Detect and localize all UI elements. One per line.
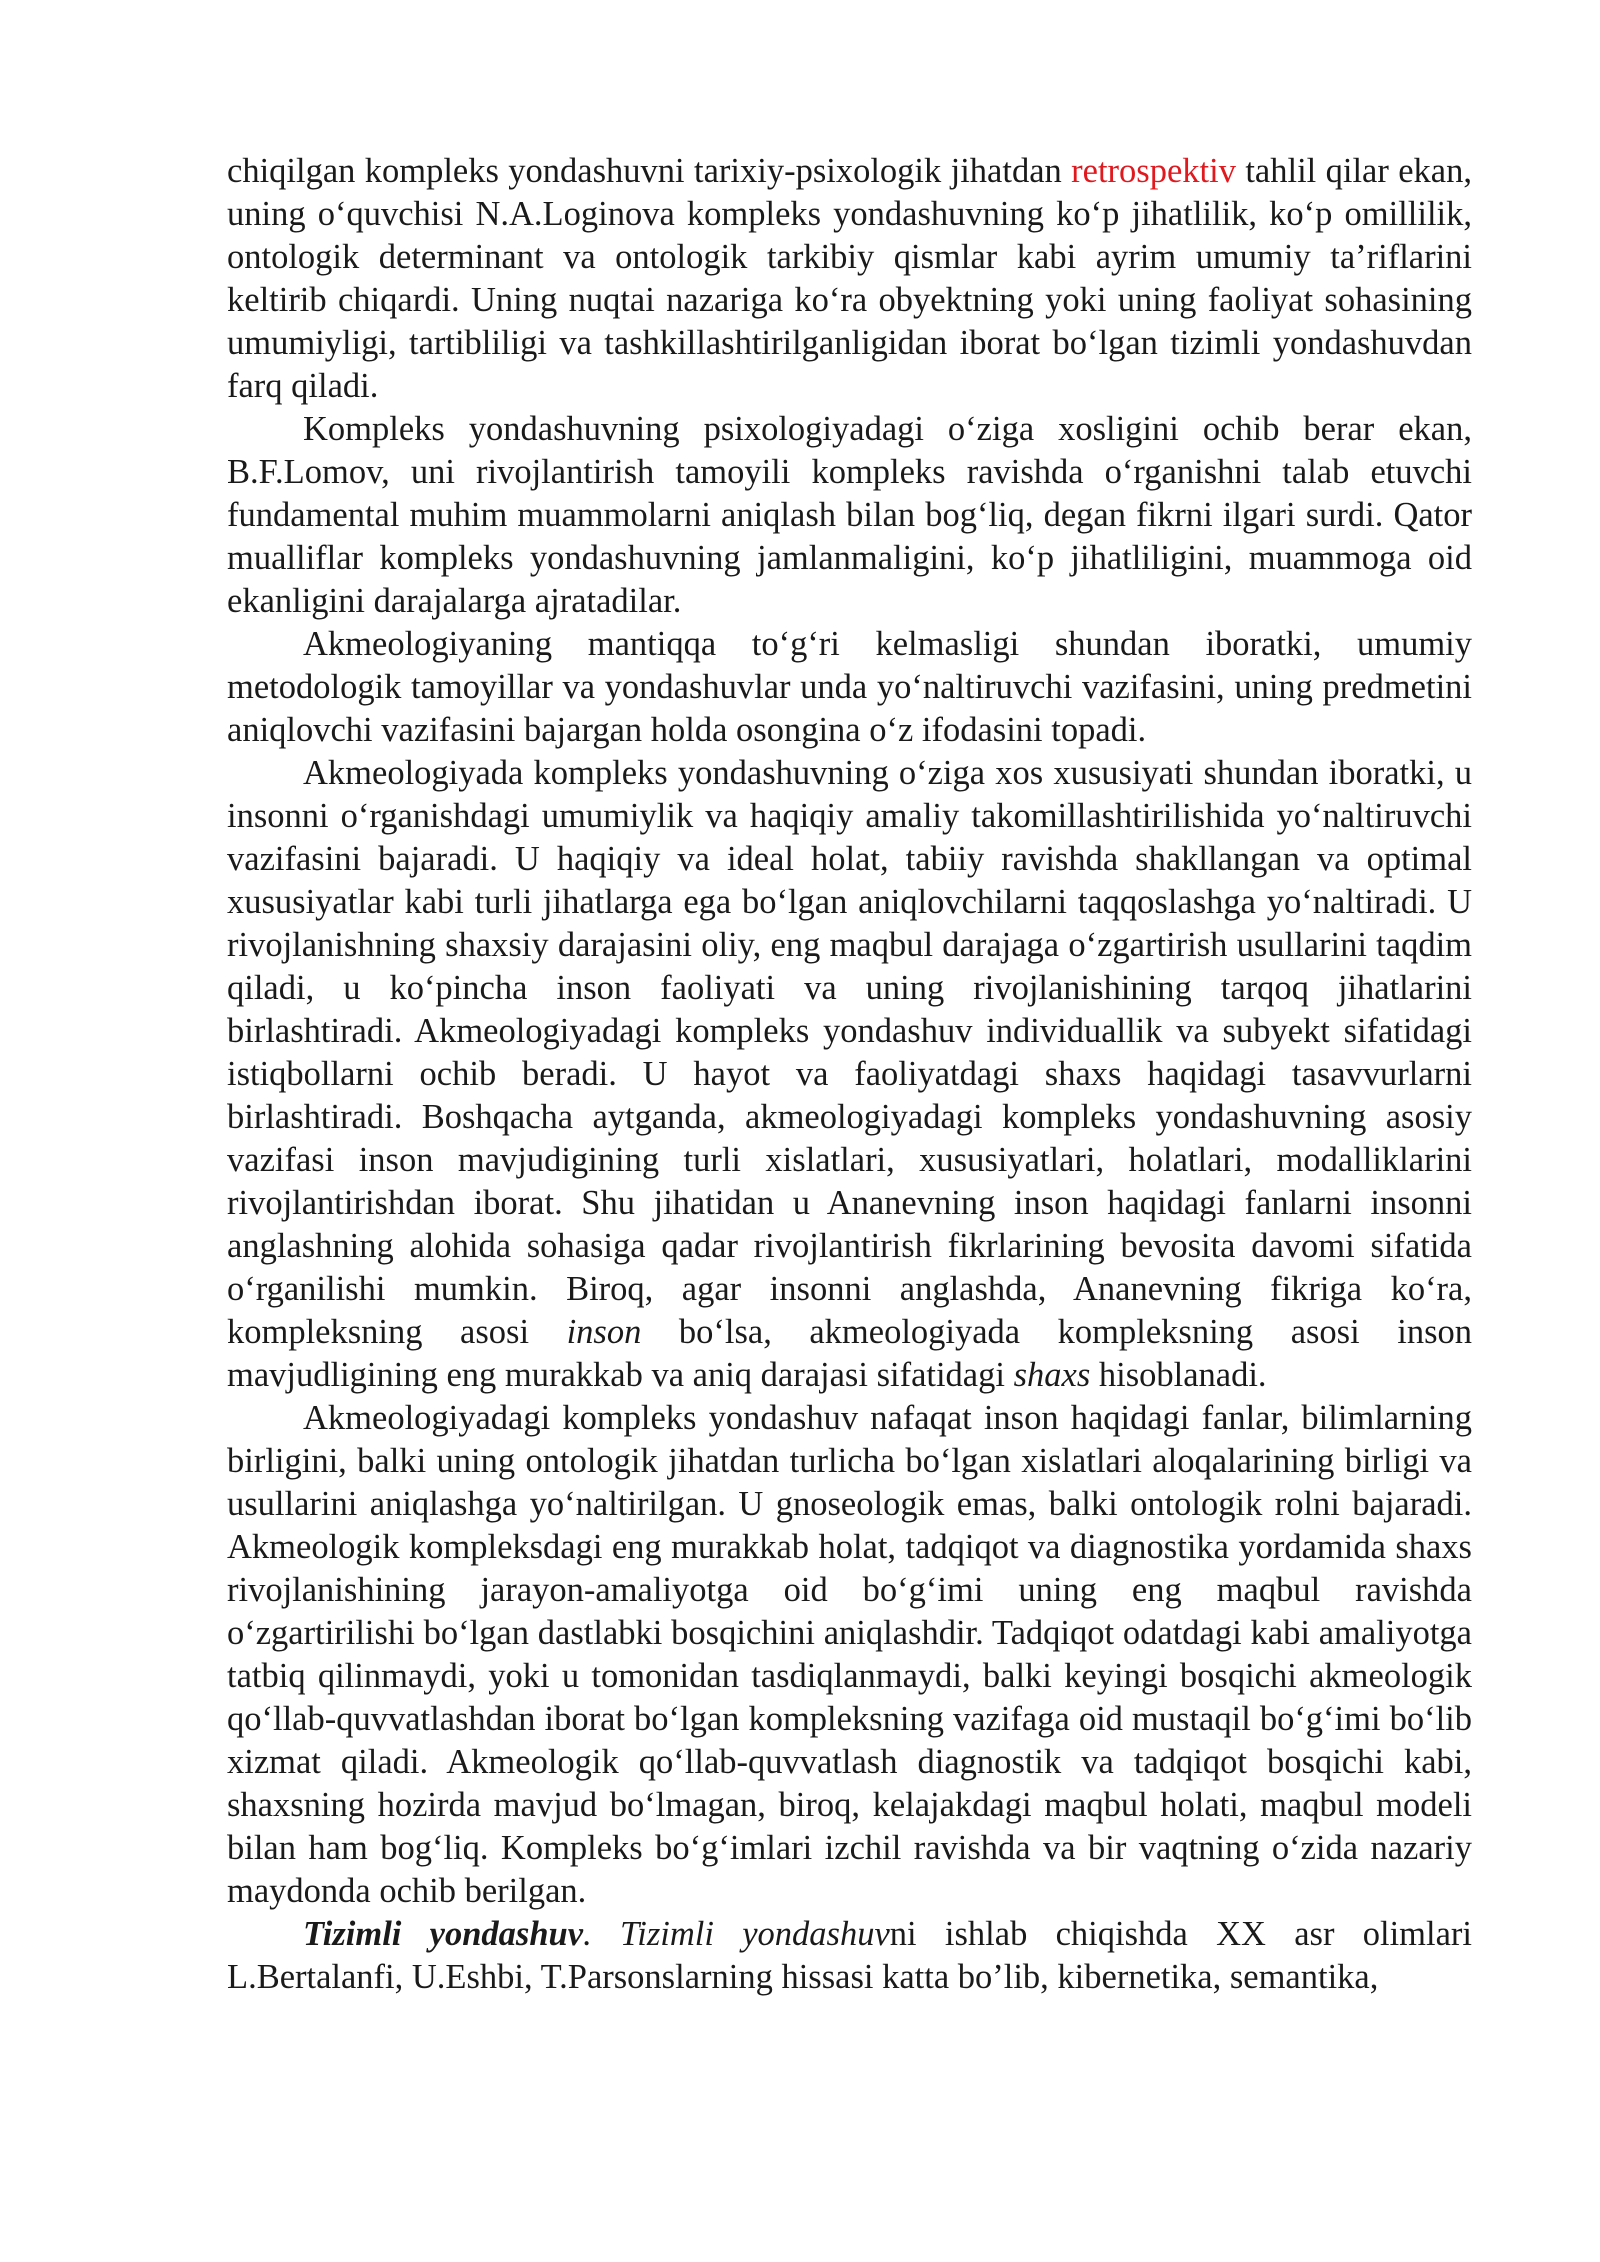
- paragraph-6: [227, 1913, 1472, 1999]
- text-segment: Kompleks yondashuvning psixologiyadagi o‘ziga xosligini ochib berar ekan, B.F.Lomov, uni rivojlantirish tamoyili kompleks ravishda o‘rganishni talab etuvchi fundamental muhim muammolarni aniqlash bilan bog‘liq, degan fikrni ilgari surdi. Qator mualliflar kompleks yondashuvning jamlanmaligini, ko‘p jihatliligini, muammoga oid ekanligini darajalarga ajratadilar.: [227, 410, 1472, 620]
- text-segment: ni ishlab chiqishda XX asr olimlari L.Bertalanfi, U.Eshbi, T.Parsonslarning hissasi katta bo’lib, kibernetika, semantika,: [227, 1915, 1472, 1996]
- paragraph-1: [227, 150, 1472, 408]
- text-segment: Akmeologiyaning mantiqqa to‘g‘ri kelmasligi shundan iboratki, umumiy metodologik tamoyillar va yondashuvlar unda yo‘naltiruvchi vazifasini, uning predmetini aniqlovchi vazifasini bajargan holda osongina o‘z ifodasini topadi.: [227, 625, 1472, 749]
- text-segment: hisoblanadi.: [1090, 1356, 1267, 1394]
- text-segment: bo‘lsa, akmeologiyada kompleksning asosi inson mavjudligining eng murakkab va aniq darajasi sifatidagi: [227, 1313, 1472, 1394]
- highlighted-term-retrospektiv: retrospektiv: [1071, 152, 1236, 190]
- italic-term-shaxs: shaxs: [1013, 1356, 1091, 1394]
- section-heading-tizimli-yondashuv: Tizimli yondashuv: [303, 1915, 584, 1953]
- text-segment: Akmeologiyada kompleks yondashuvning o‘ziga xos xususiyati shundan iboratki, u insonni o‘rganishdagi umumiylik va haqiqiy amaliy takomillashtirilishida yo‘naltiruvchi vazifasini bajaradi. U haqiqiy va ideal holat, tabiiy ravishda shakllangan va optimal xususiyatlar kabi turli jihatlarga ega bo‘lgan aniqlovchilarni taqqoslashga yo‘naltiradi. U rivojlanishning shaxsiy darajasini oliy, eng maqbul darajaga o‘zgartirish usullarini taqdim qiladi, u ko‘pincha inson faoliyati va uning rivojlanishining tarqoq jihatlarini birlashtiradi. Akmeologiyadagi kompleks yondashuv individuallik va subyekt sifatidagi istiqbollarni ochib beradi. U hayot va faoliyatdagi shaxs haqidagi tasavvurlarni birlashtiradi. Boshqacha aytganda, akmeologiyadagi kompleks yondashuvning asosiy vazifasi inson mavjudigining turli xislatlari, xususiyatlari, holatlari, modalliklarini rivojlantirishdan iborat. Shu jihatidan u Ananevning inson haqidagi fanlarni insonni anglashning alohida sohasiga qadar rivojlantirish fikrlarining bevosita davomi sifatida o‘rganilishi mumkin. Biroq, agar insonni anglashda, Ananevning fikriga ko‘ra, kompleksning asosi: [227, 754, 1472, 1351]
- paragraph-5: [227, 1397, 1472, 1913]
- document-page: [227, 150, 1472, 1999]
- paragraph-4: [227, 752, 1472, 1397]
- italic-term-inson: inson: [566, 1313, 642, 1351]
- italic-term-tizimli-yondashuv: Tizimli yondashuv: [619, 1915, 890, 1953]
- text-segment: tahlil qilar ekan, uning o‘quvchisi N.A.Loginova kompleks yondashuvning ko‘p jihatlilik, ko‘p omillilik, ontologik determinant va ontologik tarkibiy qismlar kabi ayrim umumiy ta’riflarini keltirib chiqardi. Uning nuqtai nazariga ko‘ra obyektning yoki uning faoliyat sohasining umumiyligi, tartibliligi va tashkillashtirilganligidan iborat bo‘lgan tizimli yondashuvdan farq qiladi.: [227, 152, 1472, 405]
- text-segment: .: [583, 1915, 620, 1953]
- paragraph-3: [227, 623, 1472, 752]
- paragraph-2: [227, 408, 1472, 623]
- text-segment: Akmeologiyadagi kompleks yondashuv nafaqat inson haqidagi fanlar, bilimlarning birligini, balki uning ontologik jihatdan turlicha bo‘lgan xislatlari aloqalarining birligi va usullarini aniqlashga yo‘naltirilgan. U gnoseologik emas, balki ontologik rolni bajaradi. Akmeologik kompleksdagi eng murakkab holat, tadqiqot va diagnostika yordamida shaxs rivojlanishining jarayon-amaliyotga oid bo‘g‘imi uning eng maqbul ravishda o‘zgartirilishi bo‘lgan dastlabki bosqichini aniqlashdir. Tadqiqot odatdagi kabi amaliyotga tatbiq qilinmaydi, yoki u tomonidan tasdiqlanmaydi, balki keyingi bosqichi akmeologik qo‘llab-quvvatlashdan iborat bo‘lgan kompleksning vazifaga oid mustaqil bo‘g‘imi bo‘lib xizmat qiladi. Akmeologik qo‘llab-quvvatlash diagnostik va tadqiqot bosqichi kabi, shaxsning hozirda mavjud bo‘lmagan, biroq, kelajakdagi maqbul holati, maqbul modeli bilan ham bog‘liq. Kompleks bo‘g‘imlari izchil ravishda va bir vaqtning o‘zida nazariy maydonda ochib berilgan.: [227, 1399, 1472, 1910]
- text-segment: chiqilgan kompleks yondashuvni tarixiy-psixologik jihatdan: [227, 152, 1072, 190]
